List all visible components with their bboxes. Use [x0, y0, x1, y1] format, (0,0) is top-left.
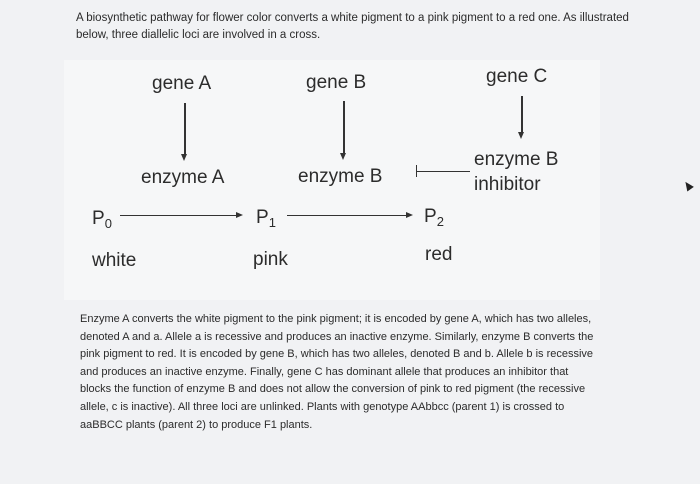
red-label: red [425, 244, 453, 265]
pathway-diagram [64, 60, 600, 300]
question-intro: A biosynthetic pathway for flower color converts a white pigment to a pink pigment to a red one. As illustrated below, three diallelic loci are involved in a cross. [76, 12, 629, 41]
p1-label: $P_1$ [256, 207, 276, 230]
white-label: white [92, 250, 137, 271]
p0-to-p1-arrow [120, 215, 237, 216]
gene-b-label: gene B [306, 72, 367, 93]
inhibition-line [417, 171, 470, 172]
gene-b-arrow [343, 101, 345, 154]
gene-c-label: gene C [486, 66, 548, 87]
gene-a-label: gene A [152, 73, 212, 94]
p0-label: $P_0$ [92, 208, 112, 231]
p2-label: $P_2$ [424, 206, 444, 229]
question-body: Enzyme A converts the white pigment to the pink pigment; it is encoded by gene A, which has two alleles, denoted A and a. Allele a is recessive and produces an inactive enzyme. Similarly, enzyme B converts the pink pigment to red. It is encoded by gene B, which has two alleles, denoted B and b. Allele b is recessive and produces an inactive enzyme. Finally, gene C has dominant allele that produces an inhibitor that blocks the function of enzyme B and does not allow the conversion of pink to red pigment (the recessive allele, c is inactive). All three loci are unlinked. Plants with genotype AAbbcc (parent 1) is crossed to aaBBCC plants (parent 2) to produce F1 plants. [80, 313, 594, 431]
pink-label: pink [253, 249, 288, 270]
gene-a-arrow [184, 103, 186, 155]
enzyme-b-label: enzyme B [298, 166, 383, 187]
p1-to-p2-arrow [287, 215, 407, 216]
mouse-cursor-icon [682, 180, 694, 192]
enzyme-a-label: enzyme A [141, 167, 225, 188]
inhibitor-label-line2: inhibitor [474, 174, 541, 195]
gene-c-arrow [521, 96, 523, 133]
inhibitor-label-line1: enzyme B [474, 149, 559, 170]
